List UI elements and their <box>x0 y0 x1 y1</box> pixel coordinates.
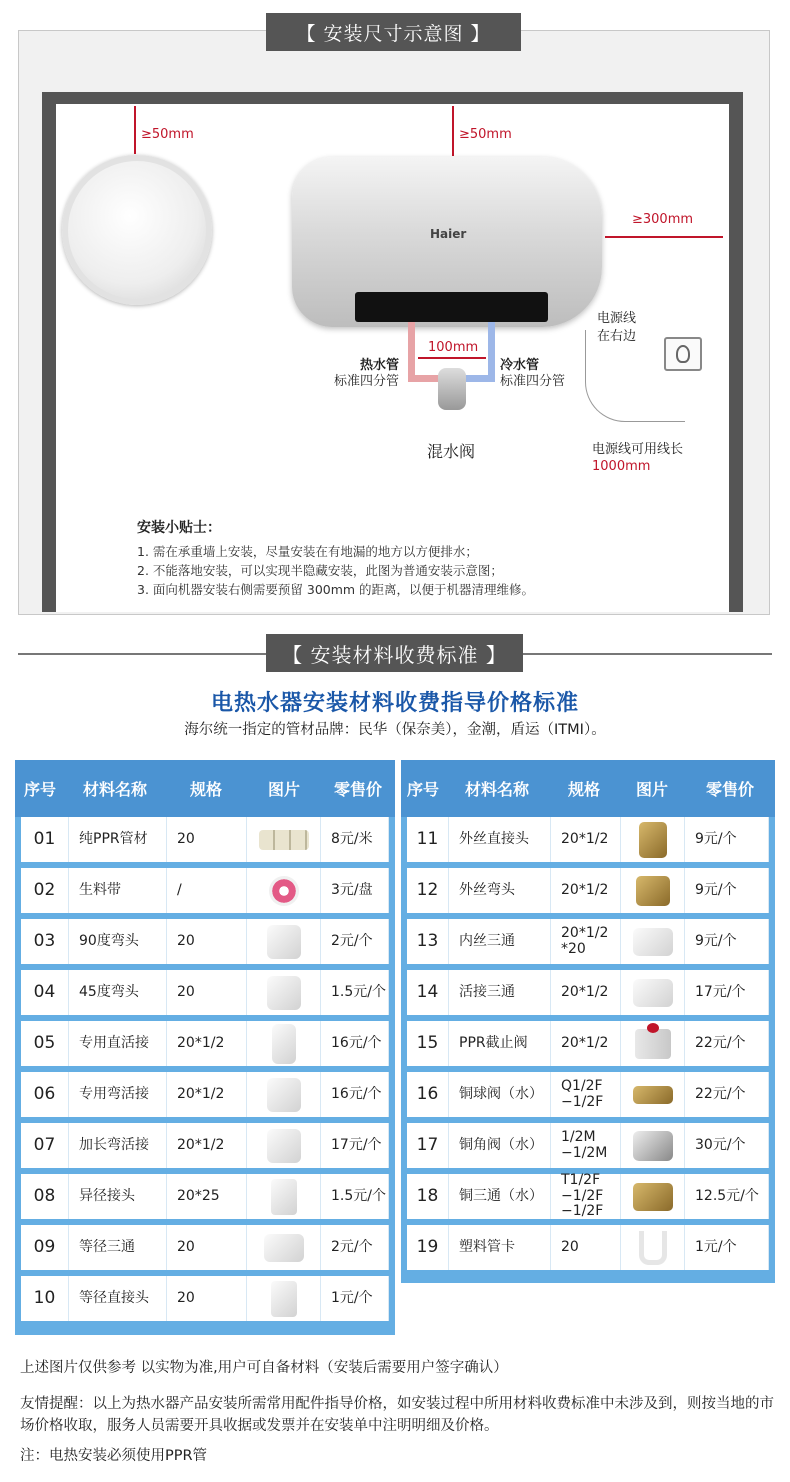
cell-price-text: 8元/米 <box>331 830 373 847</box>
cell-no-text: 08 <box>33 1186 56 1207</box>
cell-price <box>685 868 769 913</box>
tee-icon <box>621 919 685 964</box>
cell-name-text: 等径直接头 <box>79 1289 149 1306</box>
table-row <box>21 1276 389 1321</box>
cell-name-text: 加长弯活接 <box>79 1136 149 1153</box>
cell-spec <box>551 1225 621 1270</box>
elbow-icon <box>247 970 321 1015</box>
pipe-spacing-label: 100mm <box>428 340 479 355</box>
cell-price-text: 9元/个 <box>695 932 737 949</box>
cell-price <box>321 817 389 862</box>
tee-icon <box>621 970 685 1015</box>
cell-price <box>685 919 769 964</box>
cell-spec-text: 20*1/2 <box>561 1034 609 1051</box>
cell-name-text: 塑料管卡 <box>459 1238 515 1255</box>
cell-name <box>449 1072 551 1117</box>
col-header-image: 图片 <box>267 780 300 799</box>
cell-price-text: 2元/个 <box>331 1238 373 1255</box>
cell-no-text: 15 <box>416 1033 439 1054</box>
table-header <box>15 760 395 817</box>
pipe-spacing-arrow <box>418 357 486 359</box>
cell-name-text: 铜球阀（水） <box>459 1085 543 1102</box>
cell-name <box>449 1021 551 1066</box>
tip-2: 2. 不能落地安装，可以实现半隐藏安装，此图为普通安装示意图； <box>137 563 503 578</box>
cell-no-text: 09 <box>33 1237 56 1258</box>
cell-spec <box>551 919 621 964</box>
cell-price-text: 22元/个 <box>695 1085 746 1102</box>
cold-pipe-title: 冷水管 <box>500 358 540 373</box>
cell-price-text: 17元/个 <box>695 983 746 1000</box>
power-line-position-2: 在右边 <box>597 329 637 344</box>
brass-elbow-icon <box>621 868 685 913</box>
mixing-valve-illustration <box>438 368 466 410</box>
cell-name-text: 外丝弯头 <box>459 881 515 898</box>
clearance-top-left-label: ≥50mm <box>141 127 194 142</box>
tee-icon <box>247 1225 321 1270</box>
cell-no <box>407 1225 449 1270</box>
note-reference: 上述图片仅供参考 以实物为准,用户可自备材料（安装后需要用户签字确认） <box>20 1360 508 1376</box>
table-row <box>407 1072 769 1117</box>
cell-no-text: 06 <box>33 1084 56 1105</box>
cell-price <box>685 1174 769 1219</box>
cell-spec <box>551 1021 621 1066</box>
cold-pipe-spec: 标准四分管 <box>500 374 566 389</box>
divider-left <box>18 653 266 655</box>
cell-price <box>685 1021 769 1066</box>
ball-valve-icon <box>621 1072 685 1117</box>
table-row <box>21 817 389 862</box>
angle-valve-icon <box>621 1123 685 1168</box>
cell-no-text: 02 <box>33 880 56 901</box>
cell-name-text: 铜三通（水） <box>459 1187 543 1204</box>
cell-name <box>69 919 167 964</box>
table-row <box>21 1123 389 1168</box>
power-line-position-1: 电源线 <box>597 311 637 326</box>
cell-no-text: 19 <box>416 1237 439 1258</box>
cell-name-text: 内丝三通 <box>459 932 515 949</box>
cell-name-text: 铜角阀（水） <box>459 1136 543 1153</box>
col-header-spec: 规格 <box>567 780 600 799</box>
cell-name <box>69 1021 167 1066</box>
cell-price-text: 9元/个 <box>695 881 737 898</box>
cell-price-text: 9元/个 <box>695 830 737 847</box>
power-cable-line <box>585 330 685 422</box>
cell-no <box>21 1021 69 1066</box>
tips-title: 安装小贴士： <box>137 520 221 536</box>
elbow-icon <box>247 1072 321 1117</box>
cell-spec-text: 20*1/2 *20 <box>561 925 609 957</box>
cell-price <box>685 1072 769 1117</box>
cell-price <box>321 868 389 913</box>
cell-spec <box>167 1072 247 1117</box>
table-row <box>407 919 769 964</box>
tape-icon <box>247 868 321 913</box>
cell-price <box>321 970 389 1015</box>
cell-spec <box>167 1021 247 1066</box>
cell-no <box>21 1225 69 1270</box>
cell-name <box>449 1174 551 1219</box>
mirror-illustration <box>62 155 212 305</box>
cell-price-text: 2元/个 <box>331 932 373 949</box>
cell-spec-text: 20*1/2 <box>177 1085 225 1102</box>
cell-name <box>69 970 167 1015</box>
coupling-icon <box>247 1276 321 1321</box>
cell-spec <box>167 1225 247 1270</box>
table-row <box>21 919 389 964</box>
cell-no-text: 07 <box>33 1135 56 1156</box>
cell-name <box>69 868 167 913</box>
cell-name <box>449 970 551 1015</box>
cell-name <box>69 817 167 862</box>
note-ppr: 注：电热安装必须使用PPR管 <box>20 1448 208 1464</box>
cell-price-text: 30元/个 <box>695 1136 746 1153</box>
cell-name-text: 90度弯头 <box>79 932 139 949</box>
cell-name <box>69 1276 167 1321</box>
cell-name-text: 专用直活接 <box>79 1034 149 1051</box>
cell-price <box>321 1174 389 1219</box>
cell-price-text: 1元/个 <box>331 1289 373 1306</box>
cell-price-text: 16元/个 <box>331 1085 382 1102</box>
col-header-image: 图片 <box>635 780 668 799</box>
hot-pipe <box>408 322 415 382</box>
cell-no-text: 17 <box>416 1135 439 1156</box>
cell-spec-text: 20 <box>177 1289 195 1306</box>
cell-price <box>321 1072 389 1117</box>
cell-no <box>21 1174 69 1219</box>
cell-spec-text: 20 <box>561 1238 579 1255</box>
wall-top <box>42 92 743 104</box>
table-row <box>21 1225 389 1270</box>
cell-name-text: 异径接头 <box>79 1187 135 1204</box>
clip-icon <box>621 1225 685 1270</box>
table-row <box>407 1123 769 1168</box>
power-length-value: 1000mm <box>592 459 651 474</box>
cell-price <box>321 919 389 964</box>
cell-no-text: 13 <box>416 931 439 952</box>
note-reminder: 友情提醒：以上为热水器产品安装所需常用配件指导价格，如安装过程中所用材料收费标准中未涉及到，则按当地的市场价格收取，服务人员需要开具收据或发票并在安装单中注明明细及价格。 <box>20 1396 774 1435</box>
table-row <box>21 868 389 913</box>
cell-no-text: 03 <box>33 931 56 952</box>
union-icon <box>247 1021 321 1066</box>
cell-spec-text: 20*1/2 <box>561 830 609 847</box>
cell-no-text: 16 <box>416 1084 439 1105</box>
cell-spec <box>551 868 621 913</box>
cell-price <box>685 970 769 1015</box>
col-header-price: 零售价 <box>705 780 754 799</box>
cell-spec-text: Q1/2F −1/2F <box>561 1078 604 1110</box>
cell-spec-text: 20 <box>177 830 195 847</box>
table-row <box>407 1225 769 1270</box>
cell-no <box>407 919 449 964</box>
cell-name-text: 45度弯头 <box>79 983 139 1000</box>
table-row <box>21 1174 389 1219</box>
cell-name-text: 外丝直接头 <box>459 830 529 847</box>
cell-price-text: 22元/个 <box>695 1034 746 1051</box>
cold-pipe <box>488 322 495 382</box>
cell-spec <box>167 1123 247 1168</box>
cell-price-text: 17元/个 <box>331 1136 382 1153</box>
cell-price <box>321 1021 389 1066</box>
cell-price-text: 16元/个 <box>331 1034 382 1051</box>
tip-3: 3. 面向机器安装右侧需要预留 300mm 的距离，以便于机器清理维修。 <box>137 582 535 597</box>
materials-header: 【 安装材料收费标准 】 <box>266 634 523 672</box>
elbow-icon <box>247 1123 321 1168</box>
price-table-right <box>401 760 775 1283</box>
clearance-arrow-mid <box>452 106 454 156</box>
cell-price <box>685 1225 769 1270</box>
cell-spec <box>167 919 247 964</box>
cell-no-text: 12 <box>416 880 439 901</box>
cell-spec <box>167 868 247 913</box>
cell-spec <box>551 1123 621 1168</box>
cell-name-text: 活接三通 <box>459 983 515 1000</box>
table-row <box>21 1021 389 1066</box>
wall-right <box>729 92 743 612</box>
cell-no <box>407 868 449 913</box>
table-row <box>21 1072 389 1117</box>
cell-name <box>449 817 551 862</box>
col-header-name: 材料名称 <box>464 780 529 799</box>
table-header <box>401 760 775 817</box>
cell-no <box>21 1123 69 1168</box>
col-header-no: 序号 <box>406 780 439 799</box>
cell-spec <box>167 1174 247 1219</box>
cell-price-text: 12.5元/个 <box>695 1187 759 1204</box>
cell-spec-text: 20 <box>177 1238 195 1255</box>
table-row <box>407 1021 769 1066</box>
pipe-icon <box>247 817 321 862</box>
clearance-top-mid-label: ≥50mm <box>459 127 512 142</box>
cell-price-text: 1元/个 <box>695 1238 737 1255</box>
cell-price <box>321 1123 389 1168</box>
cell-no <box>407 1021 449 1066</box>
cell-name-text: PPR截止阀 <box>459 1034 528 1051</box>
cell-price-text: 1.5元/个 <box>331 1187 386 1204</box>
clearance-right-label: ≥300mm <box>632 212 694 227</box>
mixing-valve-label: 混水阀 <box>427 442 476 461</box>
cell-no-text: 11 <box>416 829 439 850</box>
hot-pipe-title: 热水管 <box>360 358 400 373</box>
cell-spec-text: T1/2F −1/2F −1/2F <box>561 1172 604 1220</box>
cell-name <box>69 1174 167 1219</box>
wall-left <box>42 92 56 612</box>
cell-price <box>685 1123 769 1168</box>
cell-no-text: 14 <box>416 982 439 1003</box>
cell-name-text: 专用弯活接 <box>79 1085 149 1102</box>
table-row <box>407 817 769 862</box>
cell-name <box>449 868 551 913</box>
cell-name <box>449 1123 551 1168</box>
cell-price <box>321 1225 389 1270</box>
cell-no <box>21 970 69 1015</box>
cell-spec-text: 1/2M −1/2M <box>561 1129 608 1161</box>
elbow-icon <box>247 919 321 964</box>
cell-no-text: 01 <box>33 829 56 850</box>
valve-icon <box>621 1021 685 1066</box>
cell-spec-text: 20*1/2 <box>177 1136 225 1153</box>
divider-right <box>523 653 772 655</box>
cell-spec-text: 20*1/2 <box>561 881 609 898</box>
cell-price-text: 1.5元/个 <box>331 983 386 1000</box>
cell-name <box>69 1072 167 1117</box>
cell-no <box>407 1123 449 1168</box>
cell-spec <box>167 970 247 1015</box>
cell-no-text: 04 <box>33 982 56 1003</box>
col-header-no: 序号 <box>23 780 56 799</box>
hot-pipe-spec: 标准四分管 <box>334 374 400 389</box>
cell-name <box>69 1225 167 1270</box>
cell-price-text: 3元/盘 <box>331 881 373 898</box>
cell-name <box>449 1225 551 1270</box>
cell-name <box>69 1123 167 1168</box>
cell-no <box>21 868 69 913</box>
price-table-left <box>15 760 395 1335</box>
cell-no <box>407 970 449 1015</box>
cell-price <box>685 817 769 862</box>
cell-spec <box>167 1276 247 1321</box>
cell-no <box>407 1072 449 1117</box>
cell-spec-text: / <box>177 881 182 898</box>
cell-no <box>407 1174 449 1219</box>
table-row <box>21 970 389 1015</box>
table-row <box>407 868 769 913</box>
cell-spec <box>551 970 621 1015</box>
cell-no <box>21 1072 69 1117</box>
coupling-icon <box>247 1174 321 1219</box>
cell-spec-text: 20*1/2 <box>561 983 609 1000</box>
cell-spec-text: 20 <box>177 932 195 949</box>
heater-brand-logo: Haier <box>430 227 467 241</box>
cell-spec-text: 20 <box>177 983 195 1000</box>
cell-name-text: 纯PPR管材 <box>79 830 148 847</box>
table-row <box>407 970 769 1015</box>
cell-name-text: 生料带 <box>79 881 121 898</box>
col-header-name: 材料名称 <box>82 780 147 799</box>
clearance-arrow-left <box>134 106 136 154</box>
brass-coupling-icon <box>621 817 685 862</box>
col-header-price: 零售价 <box>333 780 382 799</box>
cell-spec <box>167 817 247 862</box>
cell-no-text: 18 <box>416 1186 439 1207</box>
cell-name-text: 等径三通 <box>79 1238 135 1255</box>
cell-price <box>321 1276 389 1321</box>
table-row <box>407 1174 769 1219</box>
cell-spec <box>551 1174 621 1219</box>
cell-no-text: 05 <box>33 1033 56 1054</box>
cell-no <box>21 919 69 964</box>
price-guide-subtitle: 海尔统一指定的管材品牌：民华（保奈美），金潮，盾运（ITMI）。 <box>184 722 606 738</box>
cell-no <box>21 817 69 862</box>
price-guide-title: 电热水器安装材料收费指导价格标准 <box>210 691 579 716</box>
cell-spec <box>551 817 621 862</box>
power-length-label: 电源线可用线长 <box>592 442 684 457</box>
cell-spec-text: 20*25 <box>177 1187 220 1204</box>
install-diagram-header: 【 安装尺寸示意图 】 <box>266 13 521 51</box>
brass-tee-icon <box>621 1174 685 1219</box>
cell-no <box>21 1276 69 1321</box>
cell-spec-text: 20*1/2 <box>177 1034 225 1051</box>
cell-spec <box>551 1072 621 1117</box>
tip-1: 1. 需在承重墙上安装，尽量安装在有地漏的地方以方便排水； <box>137 544 478 559</box>
cell-no-text: 10 <box>33 1288 56 1309</box>
heater-control-panel <box>355 292 548 322</box>
clearance-arrow-right <box>605 236 723 238</box>
cell-no <box>407 817 449 862</box>
cell-name <box>449 919 551 964</box>
col-header-spec: 规格 <box>189 780 222 799</box>
